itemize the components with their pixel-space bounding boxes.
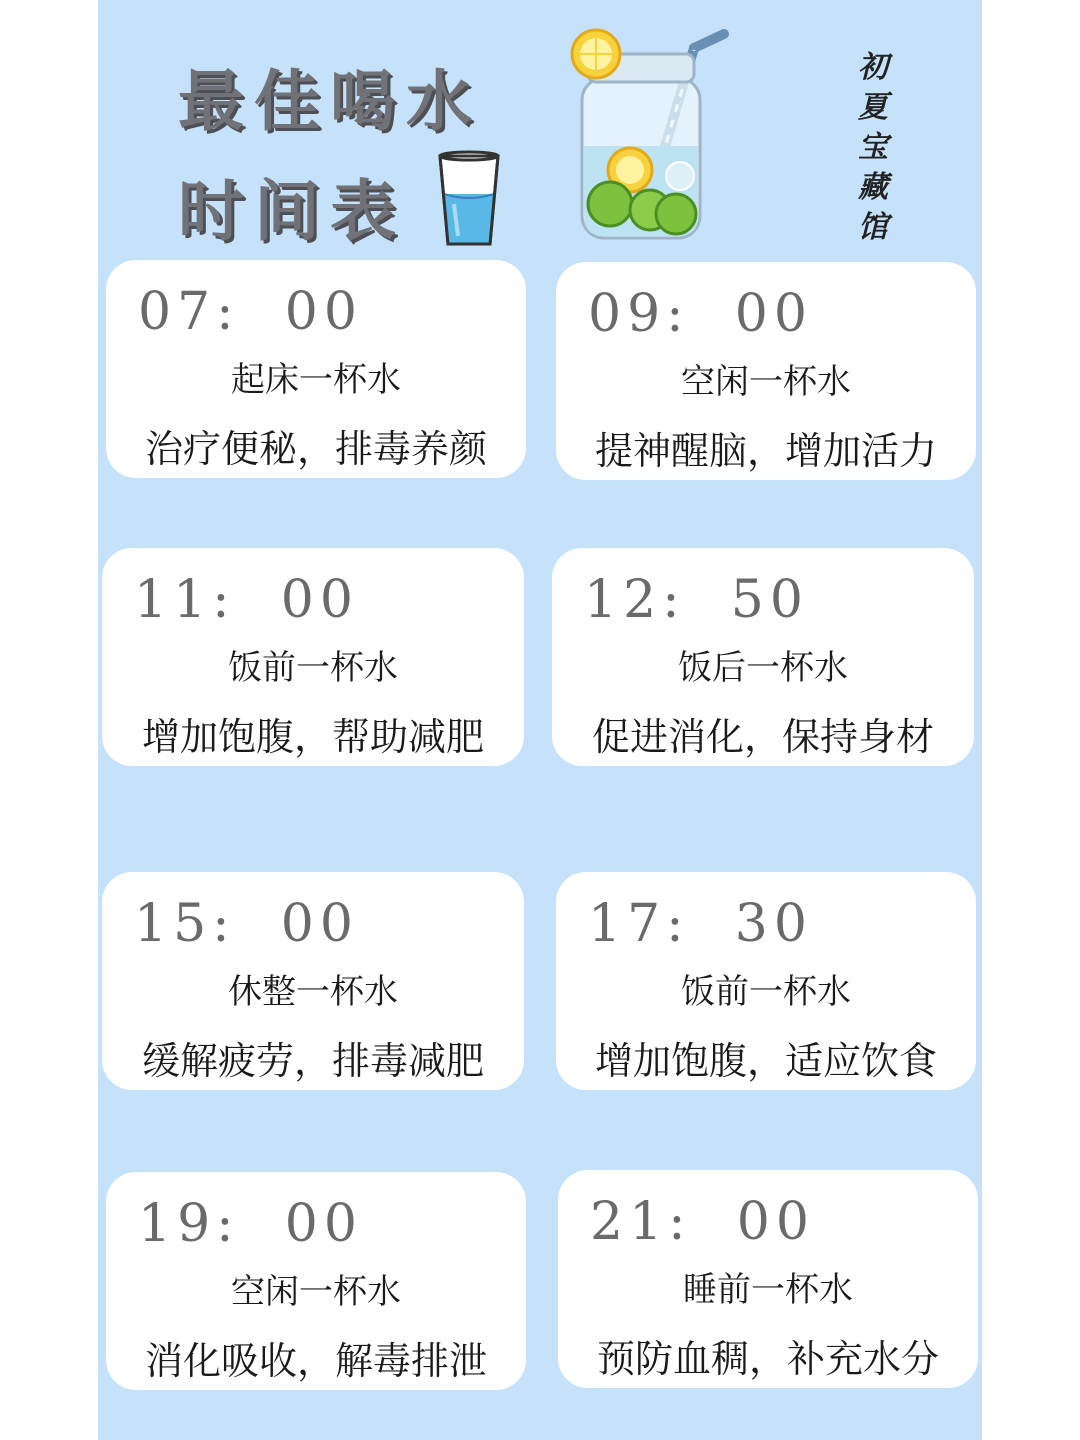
schedule-time: 09: 00 <box>588 284 813 344</box>
schedule-card <box>552 548 974 766</box>
schedule-label: 饭前一杯水 <box>681 972 851 1012</box>
schedule-card <box>556 872 976 1090</box>
brand-signature: 初夏宝藏馆 <box>858 50 888 245</box>
schedule-card <box>106 260 526 478</box>
schedule-description: 促进消化，保持身材 <box>591 715 934 759</box>
schedule-time: 17: 30 <box>588 894 813 954</box>
lemon-water-jar-icon <box>568 18 738 244</box>
schedule-description: 消化吸收，解毒排泄 <box>144 1339 487 1383</box>
page-title-line-1: 最佳喝水 <box>178 63 482 140</box>
schedule-time: 11: 00 <box>134 570 359 630</box>
schedule-time: 15: 00 <box>134 894 359 954</box>
schedule-description: 预防血稠，补充水分 <box>596 1337 939 1381</box>
schedule-label: 休整一杯水 <box>228 972 398 1012</box>
schedule-time: 19: 00 <box>138 1194 363 1254</box>
schedule-label: 饭后一杯水 <box>678 648 848 688</box>
schedule-label: 空闲一杯水 <box>681 362 851 402</box>
schedule-description: 提神醒脑，增加活力 <box>594 429 937 473</box>
schedule-label: 饭前一杯水 <box>228 648 398 688</box>
schedule-label: 起床一杯水 <box>231 360 401 400</box>
schedule-description: 增加饱腹，帮助减肥 <box>141 715 484 759</box>
schedule-card <box>102 872 524 1090</box>
schedule-card <box>106 1172 526 1390</box>
schedule-description: 增加饱腹，适应饮食 <box>594 1039 937 1083</box>
schedule-description: 治疗便秘，排毒养颜 <box>144 427 487 471</box>
schedule-time: 21: 00 <box>590 1192 815 1252</box>
water-glass-icon <box>436 150 502 250</box>
schedule-card <box>102 548 524 766</box>
schedule-label: 空闲一杯水 <box>231 1272 401 1312</box>
page-title-line-2: 时间表 <box>178 173 406 250</box>
schedule-card <box>558 1170 978 1388</box>
schedule-card <box>556 262 976 480</box>
schedule-time: 07: 00 <box>138 282 363 342</box>
schedule-label: 睡前一杯水 <box>683 1270 853 1310</box>
schedule-time: 12: 50 <box>584 570 809 630</box>
schedule-description: 缓解疲劳，排毒减肥 <box>141 1039 484 1083</box>
